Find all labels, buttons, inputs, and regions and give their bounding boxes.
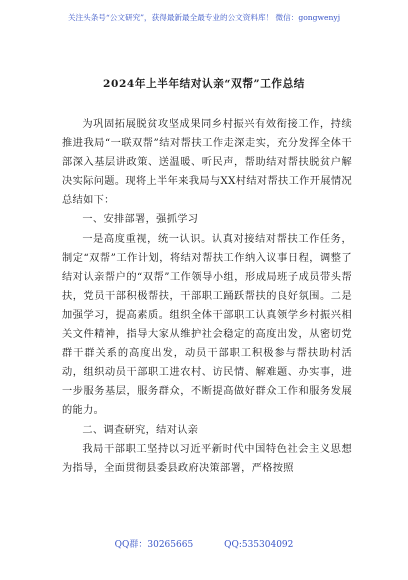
paragraph-section-2: 我局干部职工坚持以习近平新时代中国特色社会主义思想为指导，全面贯彻县委县政府决策部署，严格按照 — [62, 443, 352, 474]
footer-qq-number: QQ:535304092 — [224, 540, 294, 550]
paragraph-intro: 为巩固拓展脱贫攻坚成果同乡村振兴有效衔接工作，持续推进我局“一联双帮”结对帮扶工作走深走实，充分发挥全体干部深入基层讲政策、送温暖、听民声，帮助结对帮扶脱贫户解决实际问题。现将上半年来我局与XX村结对帮扶工作开展情况总结如下： — [62, 119, 352, 207]
document-body — [62, 115, 352, 478]
footer-qq-group: QQ群：30265665 — [114, 540, 194, 550]
section-heading-1: 一、安排部署，强抓学习 — [82, 214, 199, 226]
paragraph-section-1: 一是高度重视，统一认识。认真对接结对帮扶工作任务，制定“双帮”工作计划，将结对帮扶工作纳入议事日程，调整了结对认亲帮户的“双帮”工作领导小组，形成局班子成员带头帮扶，党员干部积极帮扶，干部职工踊跃帮扶的良好氛围。二是加强学习，提高素质。组织全体干部职工认真领学乡村振兴相关文件精神，指导大家从维护社会稳定的高度出发，从密切党群干群关系的高度出发，动员干部职工积极参与帮扶助村活动，组织动员干部职工进农村、访民情、解难题、办实事，进一步服务基层，服务群众，不断提高做好群众工作和服务发展的能力。 — [62, 233, 352, 417]
header-note: 关注头条号“公文研究”，获得最新最全最专业的公文资料库！ 微信：gongwenyj — [67, 13, 341, 22]
footer-contact — [0, 537, 408, 550]
section-heading-2: 二、调查研究，结对认亲 — [82, 424, 199, 436]
page-title: 2024年上半年结对认亲“双帮”工作总结 — [103, 78, 305, 90]
